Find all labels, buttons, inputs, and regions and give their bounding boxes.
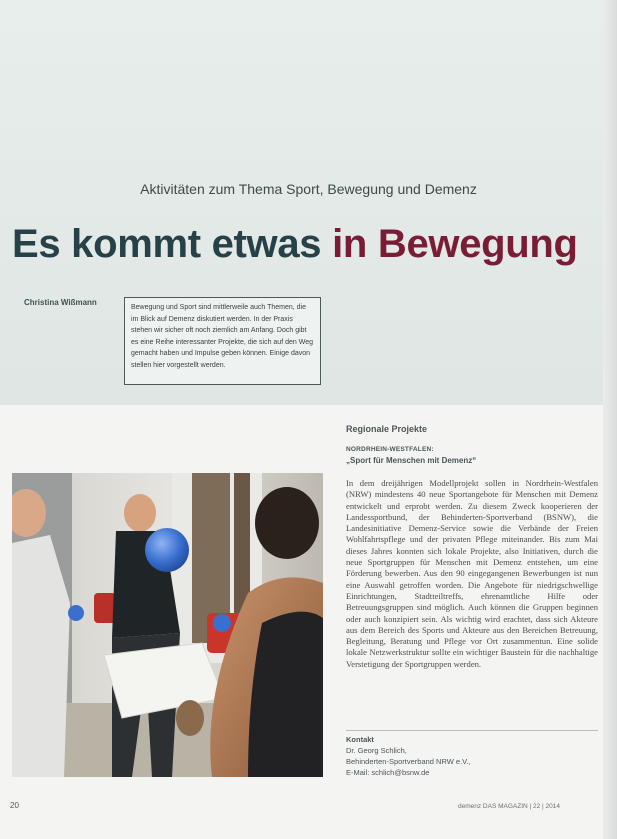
blue-ball [145,528,189,572]
photo-illustration [12,473,323,777]
project-body-text: In dem dreijährigen Modellprojekt sollen in Nordrhein-Westfalen (NRW) mindestens 40 neue Sportangebote für Menschen mit Demenz entwickelt und erprobt werden. Zu diesem Zweck kooperieren der Landessportbund, der Behinderten-Sportverband (BSNW), die Landesinitiative Demenz-Service sowie die Verbände der Freien Wohlfahrtspflege und der privaten Pflege miteinander. Bis zum Mai dieses Jahres konnten sich lokale Projekte, also Initiativen, durch die neue Sportgruppen für Menschen mit Demenz entstehen, um eine Förderung bewerben. Aus den 90 eingegangenen Bewerbungen ist nun eine Auswahl getroffen worden. Die Angebote für niedrigschwellige Einrichtungen, Stadtteiltreffs, ehrenamtliche Hilfe oder Betreuungsgruppen sind möglich. Auch können die Gruppen beginnen oder auch konzipiert sein. Als wichtig wird erachtet, dass sich Akteure aus dem Bereich des Sports und Akteure aus den Bereichen Betreuung, Begleitung, Beratung und Pflege vor Ort zusammentun. Eine solide lokale Netzwerkstruktur sollte ein wichtiger Baustein für die nachhaltige Verstetigung der Sportgruppen werden. [346,478,598,669]
contact-line-name: Dr. Georg Schlich, [346,746,407,755]
contact-divider [346,730,598,731]
author-name: Christina Wißmann [24,298,97,307]
page-number: 20 [10,801,19,810]
footer-journal: demenz DAS MAGAZIN | 22 | 2014 [458,803,561,810]
contact-line-organization: Behinderten-Sportverband NRW e.V., [346,757,471,766]
state-label: NORDRHEIN-WESTFALEN: [346,446,434,453]
contact-line-email: E-Mail: schlich@bsnw.de [346,768,430,777]
article-kicker: Aktivitäten zum Thema Sport, Bewegung und Demenz [140,181,477,197]
article-headline [12,222,612,267]
headline-part-dark: Es kommt etwas [12,222,322,266]
project-subtitle: „Sport für Menschen mit Demenz“ [346,456,477,465]
headline-part-accent: in Bewegung [332,222,578,266]
article-photo [12,473,323,777]
intro-box [124,297,321,385]
page-gutter [603,0,617,839]
contact-title: Kontakt [346,735,374,744]
section-title: Regionale Projekte [346,424,428,434]
intro-text: Bewegung und Sport sind mittlerweile auch Themen, die im Blick auf Demenz diskutiert werden. In der Praxis stehen wir sicher oft noch ziemlich am Anfang. Doch gibt es eine Reihe interessanter Projekte, die sich auf den Weg gemacht haben und Impulse geben können. Einige davon stellen hier vorgestellt werden. [131,304,313,369]
